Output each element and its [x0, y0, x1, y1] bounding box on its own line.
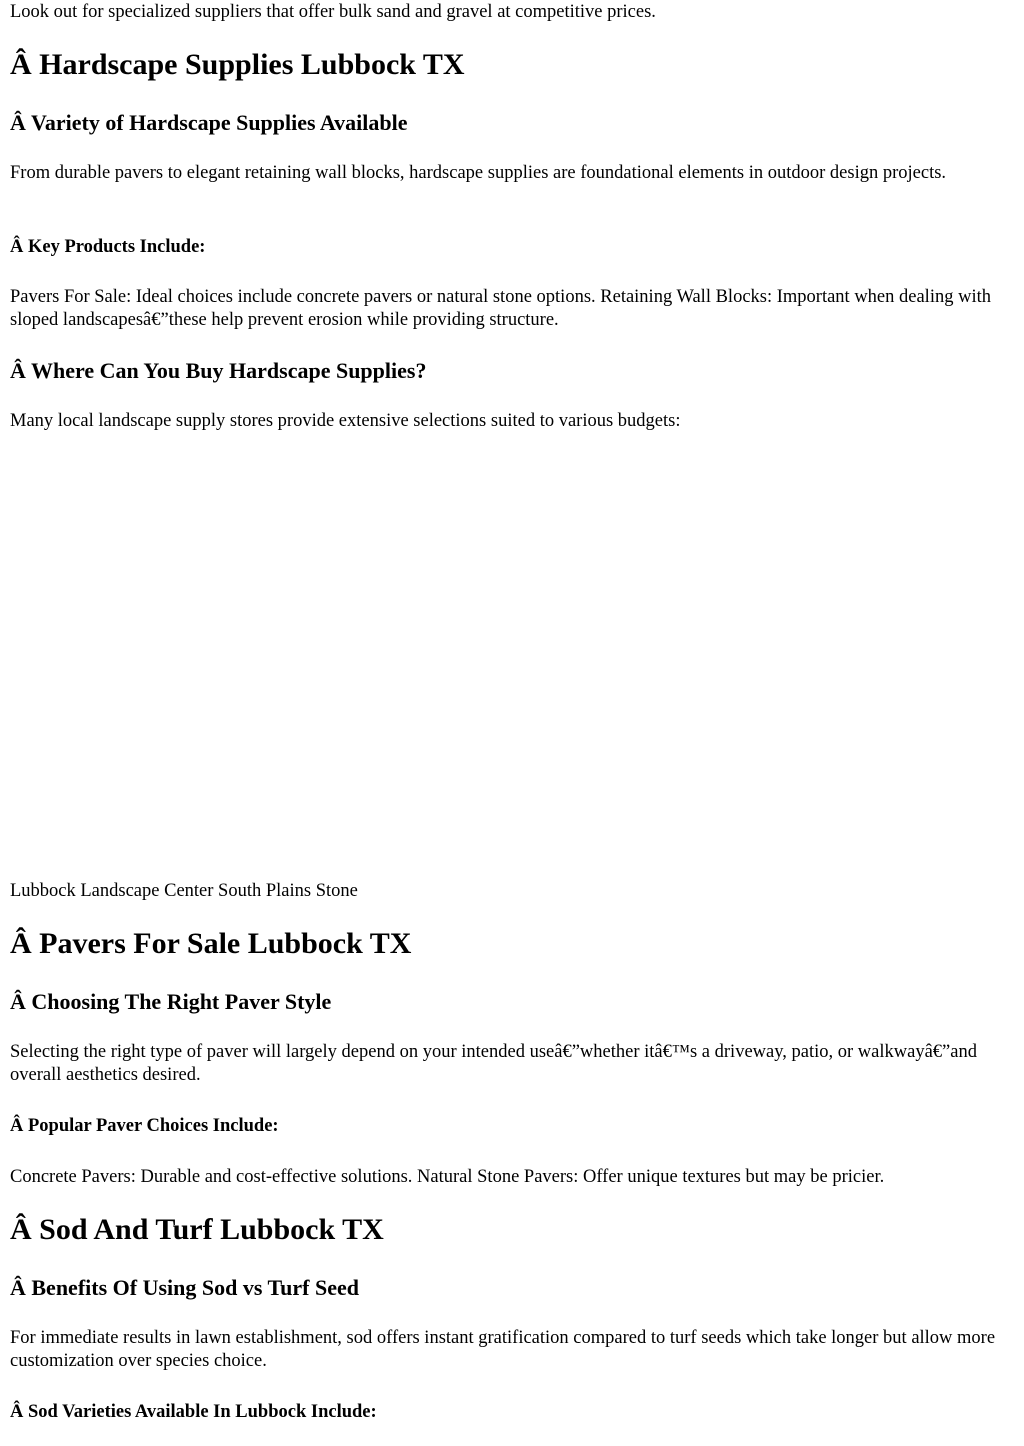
sod-title: Â Sod And Turf Lubbock TX	[10, 1213, 384, 1246]
where-to-buy-heading: Â Where Can You Buy Hardscape Supplies?	[10, 358, 427, 383]
popular-pavers-paragraph: Concrete Pavers: Durable and cost-effective solutions. Natural Stone Pavers: Offer unique textures but may be pricier.	[10, 1167, 885, 1187]
intro-paragraph: Look out for specialized suppliers that offer bulk sand and gravel at competitive prices.	[10, 2, 656, 22]
blank-image-area	[10, 440, 1016, 870]
choosing-paver-paragraph: Selecting the right type of paver will largely depend on your intended useâ€”whether itâ€™s a driveway, patio, or walkwayâ€”and overall aesthetics desired.	[10, 1042, 977, 1085]
where-to-buy-paragraph: Many local landscape supply stores provide extensive selections suited to various budgets:	[10, 411, 681, 431]
popular-pavers-heading: Â Popular Paver Choices Include:	[10, 1116, 279, 1136]
hardscape-variety-paragraph: From durable pavers to elegant retaining wall blocks, hardscape supplies are foundational elements in outdoor design projects.	[10, 163, 947, 183]
hardscape-variety-heading: Â Variety of Hardscape Supplies Available	[10, 110, 408, 135]
pavers-title: Â Pavers For Sale Lubbock TX	[10, 927, 412, 960]
stores-paragraph: Lubbock Landscape Center South Plains Stone	[10, 881, 358, 901]
sod-benefits-heading: Â Benefits Of Using Sod vs Turf Seed	[10, 1275, 360, 1300]
choosing-paver-heading: Â Choosing The Right Paver Style	[10, 989, 332, 1014]
key-products-heading: Â Key Products Include:	[10, 237, 206, 257]
sod-benefits-paragraph: For immediate results in lawn establishment, sod offers instant gratification compared to turf seeds which take longer but allow more customization over species choice.	[10, 1328, 996, 1371]
hardscape-title: Â Hardscape Supplies Lubbock TX	[10, 48, 465, 81]
sod-varieties-heading: Â Sod Varieties Available In Lubbock Include:	[10, 1402, 377, 1422]
key-products-paragraph: Pavers For Sale: Ideal choices include concrete pavers or natural stone options. Retaining Wall Blocks: Important when dealing with sloped landscapesâ€”these help prevent erosion while providing structure.	[10, 287, 991, 330]
